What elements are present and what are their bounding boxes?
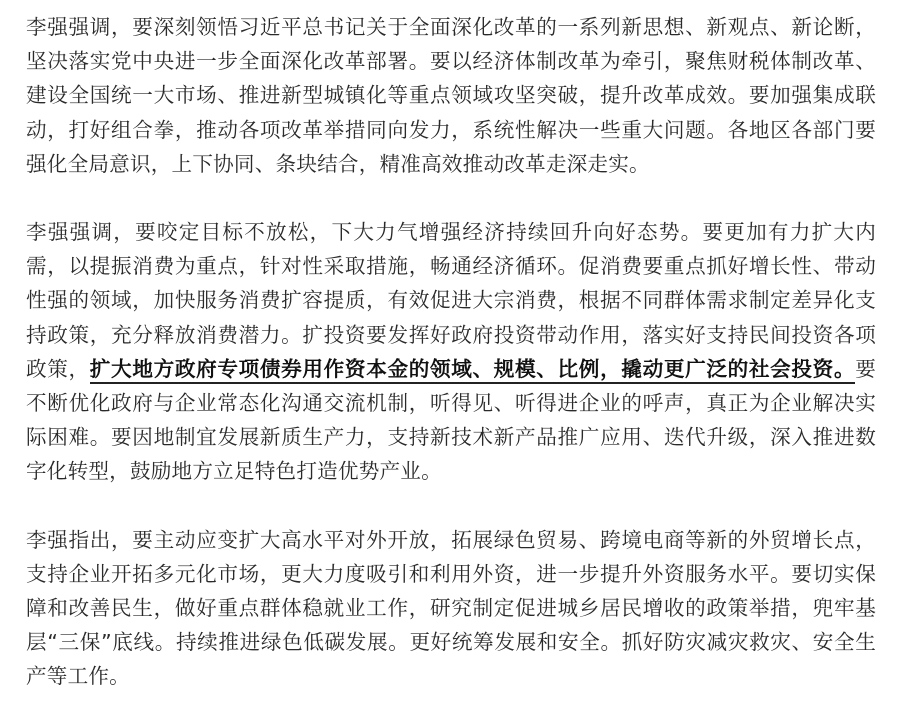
paragraph-3-text: 李强指出，要主动应变扩大高水平对外开放，拓展绿色贸易、跨境电商等新的外贸增长点，支持企业开拓多元化市场，更大力度吸引和利用外资，进一步提升外资服务水平。要切实保障和改善民生，做好重点群体稳就业工作，研究制定促进城乡居民增收的政策举措，兜牢基层“三保”底线。持续推进绿色低碳发展。更好统筹发展和安全。抓好防灾减灾救灾、安全生产等工作。 bbox=[26, 527, 876, 689]
article-body bbox=[26, 10, 876, 728]
highlighted-sentence: 扩大地方政府专项债券用作资本金的领域、规模、比例，撬动更广泛的社会投资。 bbox=[90, 357, 855, 384]
paragraph-1-text: 李强强调，要深刻领悟习近平总书记关于全面深化改革的一系列新思想、新观点、新论断，坚决落实党中央进一步全面深化改革部署。要以经济体制改革为牵引，聚焦财税体制改革、建设全国统一大市场、推进新型城镇化等重点领域攻坚突破，提升改革成效。要加强集成联动，打好组合拳，推动各项改革举措同向发力，系统性解决一些重大问题。各地区各部门要强化全局意识，上下协同、条块结合，精准高效推动改革走深走实。 bbox=[26, 15, 876, 176]
paragraph-2 bbox=[26, 215, 876, 489]
paragraph-1 bbox=[26, 10, 876, 181]
paragraph-2-text-start: 李强强调，要咬定目标不放松，下大力气增强经济持续回升向好态势。要更加有力扩大内需，以提振消费为重点，针对性采取措施，畅通经济循环。促消费要重点抓好增长性、带动性强的领域，加快服务消费扩容提质，有效促进大宗消费，根据不同群体需求制定差异化支持政策，充分释放消费潜力。扩投资要发挥好政府投资带动作用，落实好支持民间投资各项政策， bbox=[26, 220, 876, 381]
paragraph-3 bbox=[26, 523, 876, 694]
paragraph-2-text-end: 要不断优化政府与企业常态化沟通交流机制，听得见、听得进企业的呼声，真正为企业解决实际困难。要因地制宜发展新质生产力，支持新技术新产品推广应用、迭代升级，深入推进数字化转型，鼓励地方立足特色打造优势产业。 bbox=[26, 356, 876, 484]
